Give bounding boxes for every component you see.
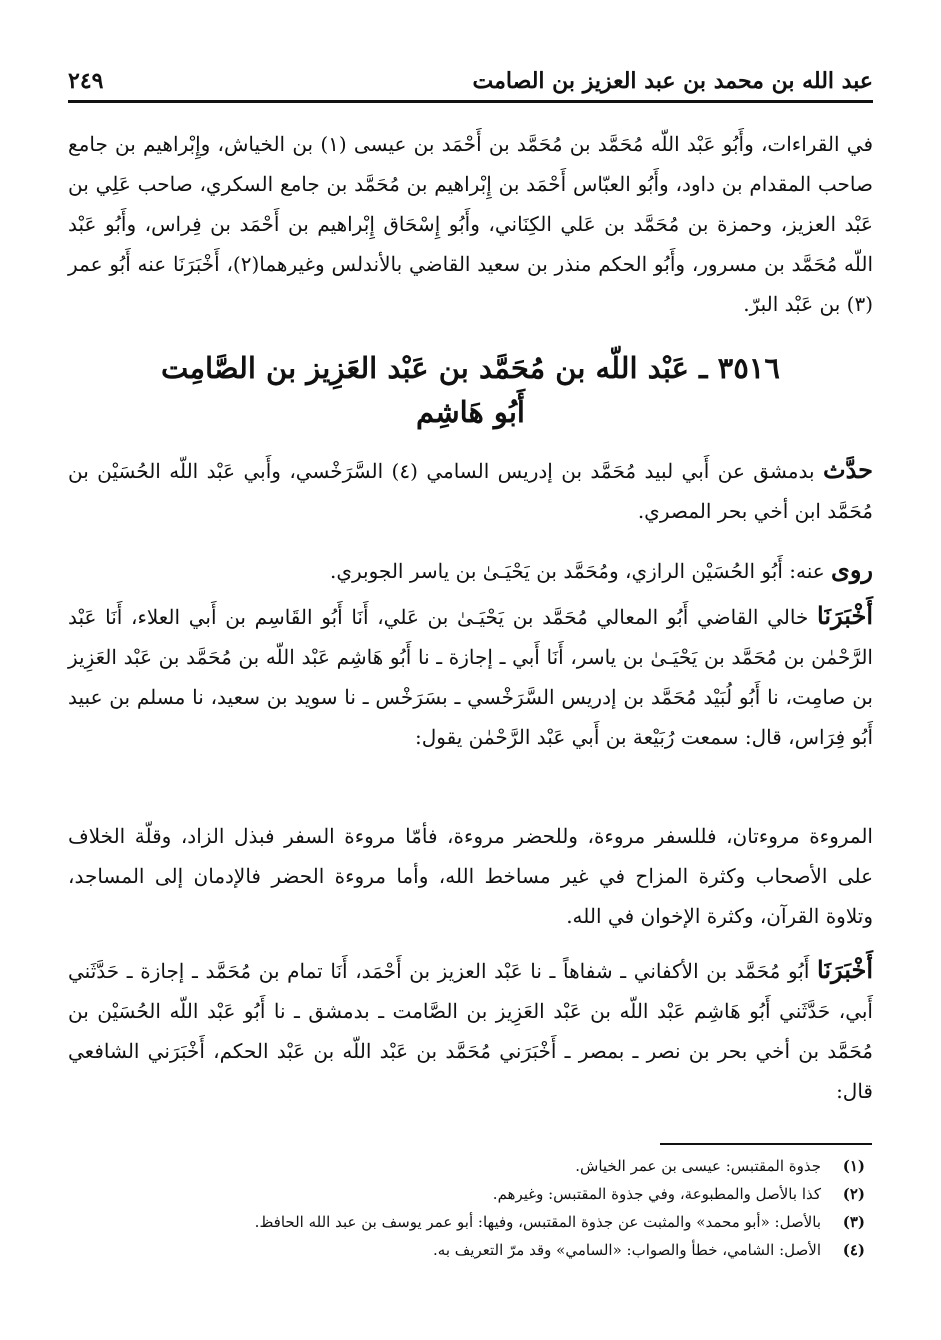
paragraph-quote (68, 816, 873, 936)
paragraph-isnad-1 (68, 596, 873, 757)
page-number: ٢٤٩ (68, 68, 104, 94)
paragraph-text: بدمشق عن أَبي لبيد مُحَمَّد بن إدريس السامي (٤) السَّرَخْسي، وأَبي عَبْد اللّه الحُسَيْن بن مُحَمَّد ابن أخي بحر المصري. (68, 459, 873, 523)
paragraph-text: خالي القاضي أَبُو المعالي مُحَمَّد بن يَحْيَـىٰ بن عَلي، أَنَا أَبُو القَاسِم بن أَبي العلاء، أَنَا عَبْد الرَّحْمٰن بن مُحَمَّد بن يَحْيَـىٰ بن ياسر، أَنَا أَبي ـ إجازة ـ نا أَبُو هَاشِم عَبْد اللّه بن مُحَمَّد بن عَبْد العَزِيز بن صامِت، نا أَبُو لُبَيْد مُحَمَّد بن إدريس السَّرَخْسي ـ بسَرَخْس ـ نا سويد بن سعيد، نا مسلم بن عبيد أَبُو فِرَاس، قال: سمعت رُبَيْعة بن أَبي عَبْد الرَّحْمٰن يقول: (68, 605, 873, 749)
footnote-text: جذوة المقتبس: عيسى بن عمر الخياش. (575, 1157, 821, 1175)
paragraph-text: أَبُو مُحَمَّد بن الأكفاني ـ شفاهاً ـ نا عَبْد العزيز بن أَحْمَد، أَنَا تمام بن مُحَمَّد ـ إجازة ـ حَدَّثَني أَبي، حَدَّثَني أَبُو هَاشِم عَبْد اللّه بن عَبْد العَزِيز بن الصَّامت ـ بدمشق ـ نا أَبُو عَبْد اللّه الحُسَيْن بن مُحَمَّد بن أخي بحر بن نصر ـ بمصر ـ أَخْبَرَني مُحَمَّد بن عَبْد اللّه بن عَبْد الحكم، أَخْبَرَني الشافعي قال: (68, 959, 873, 1103)
page-header (68, 58, 873, 103)
footnote-number: (١) (842, 1157, 865, 1175)
running-title: عبد الله بن محمد بن عبد العزيز بن الصامت (472, 68, 873, 94)
paragraph-lead: روى (831, 555, 873, 584)
footnote-item (68, 1236, 865, 1264)
entry-title: ٣٥١٦ ـ عَبْد اللّه بن مُحَمَّد بن عَبْد العَزِيز بن الصَّامِت (161, 351, 780, 385)
paragraph-text: المروءة مروءتان، فللسفر مروءة، وللحضر مروءة، فأمّا مروءة السفر فبذل الزاد، وقلّة الخلاف على الأصحاب وكثرة المزاح في غير مساخط الله، وأما مروءة الحضر فالإدمان إلى المساجد، وتلاوة القرآن، وكثرة الإخوان في الله. (68, 824, 873, 928)
paragraph-lead: حدَّث (822, 455, 874, 484)
footnote-number: (٣) (842, 1213, 865, 1231)
paragraph-rawa (68, 550, 873, 591)
footnote-item (68, 1152, 865, 1180)
entry-kunya: أَبُو هَاشِم (416, 395, 525, 429)
footnote-divider (660, 1143, 872, 1145)
paragraph-lead: أَخْبَرَنَا (817, 955, 874, 984)
footnote-item (68, 1208, 865, 1236)
paragraph-isnad-2 (68, 950, 873, 1111)
footnote-text: الأصل: الشامي، خطأ والصواب: «السامي» وقد مرّ التعريف به. (433, 1241, 821, 1259)
paragraph-text: عنه: أَبُو الحُسَيْن الرازي، ومُحَمَّد بن يَحْيَـىٰ بن ياسر الجوبري. (329, 559, 825, 583)
footnote-number: (٢) (842, 1185, 865, 1203)
footnote-text: بالأصل: «أبو محمد» والمثبت عن جذوة المقتبس، وفيها: أبو عمر يوسف بن عبد الله الحافظ. (254, 1213, 821, 1231)
footnote-item (68, 1180, 865, 1208)
paragraph-lead: أَخْبَرَنَا (817, 601, 873, 630)
entry-heading (68, 346, 873, 434)
paragraph-hadath (68, 450, 873, 531)
footnote-text: كذا بالأصل والمطبوعة، وفي جذوة المقتبس: وغيرهم. (492, 1185, 821, 1203)
paragraph-text: في القراءات، وأَبُو عَبْد اللّه مُحَمَّد بن مُحَمَّد بن أَحْمَد بن عيسى (١) بن الخياش، وإِبْراهيم بن جامع صاحب المقدام بن داود، وأَبُو العبّاس أَحْمَد بن إِبْراهيم بن مُحَمَّد بن جامع السكري، صاحب عَلِي بن عَبْد العزيز، وحمزة بن مُحَمَّد بن عَلي الكِنَاني، وأَبُو إِسْحَاق إِبْراهيم بن أَحْمَد بن فِراس، وأَبُو عَبْد اللّه مُحَمَّد بن مسرور، وأَبُو الحكم منذر بن سعيد القاضي بالأندلس وغيرهما(٢)، أَخْبَرَنَا عنه أَبُو عمر (٣) بن عَبْد البرّ. (68, 132, 874, 316)
paragraph-continuation (68, 124, 873, 324)
footnotes (68, 1152, 865, 1264)
footnote-number: (٤) (842, 1241, 865, 1259)
